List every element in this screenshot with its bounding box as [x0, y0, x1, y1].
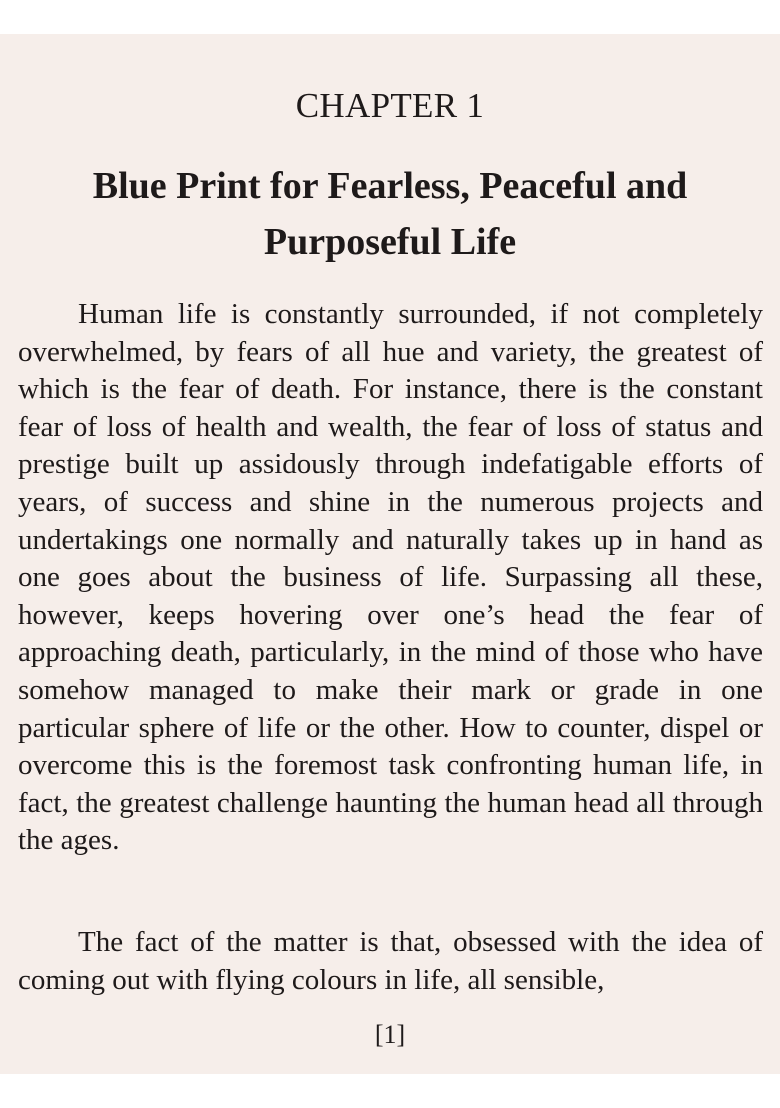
- chapter-title: Blue Print for Fearless, Peaceful and Purposeful Life: [92, 165, 688, 263]
- page-number: [1]: [374, 1020, 406, 1049]
- body-paragraph-1: Human life is constantly surrounded, if not completely overwhelmed, by fears of all hue and variety, the greatest of which is the fear of death. For instance, there is the constant fear of loss of health and wealth, the fear of loss of status and prestige built up assidously through indefatigable efforts of years, of success and shine in the numerous projects and undertakings one normally and naturally takes up in hand as one goes about the business of life. Surpassing all these, however, keeps hovering over one’s head the fear of approaching death, particularly, in the mind of those who have somehow managed to make their mark or grade in one particular sphere of life or the other. How to counter, dispel or overcome this is the foremost task confronting human life, in fact, the greatest challenge haunting the human head all through the ages.: [18, 298, 763, 857]
- body-paragraph-2: The fact of the matter is that, obsessed with the idea of coming out with flying colours in life, all sensible,: [18, 926, 763, 996]
- book-page: [0, 34, 780, 1074]
- chapter-label: CHAPTER 1: [295, 86, 485, 125]
